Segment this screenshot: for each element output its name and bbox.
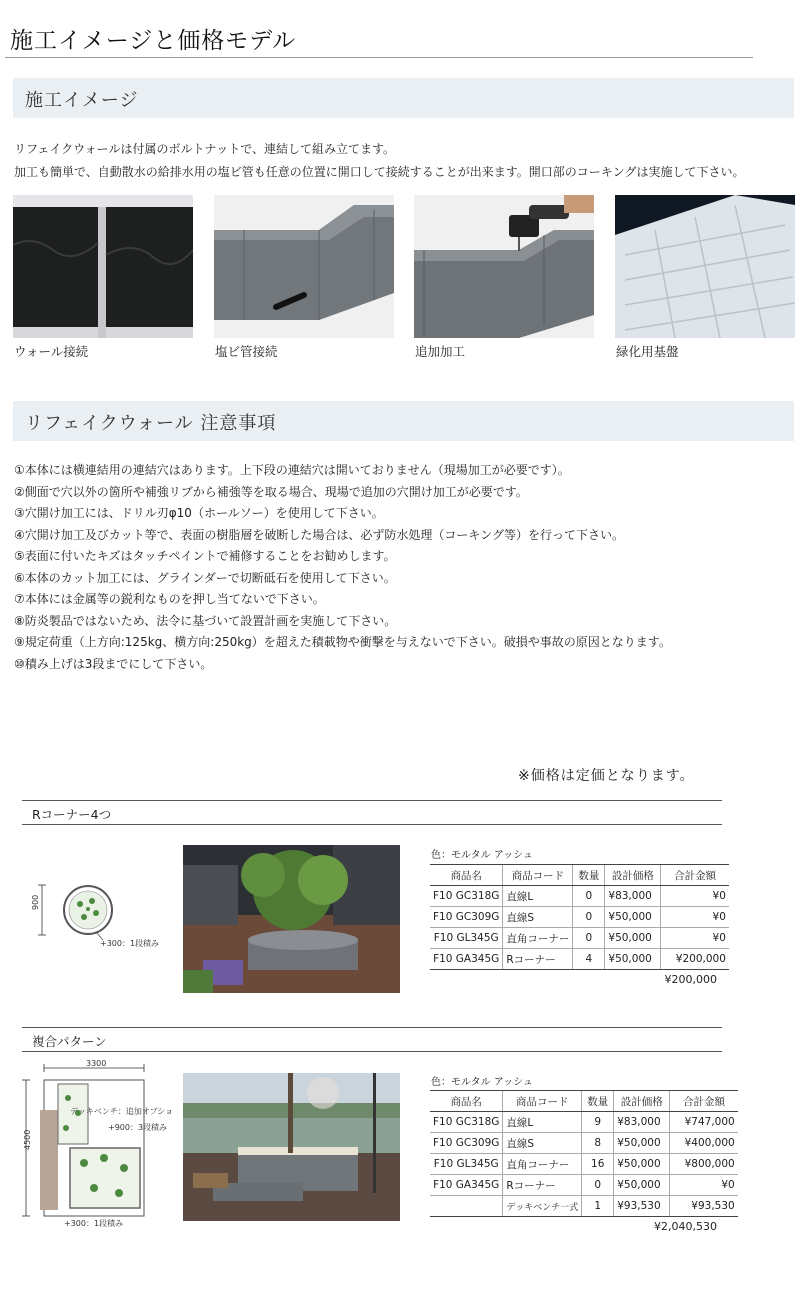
photo-caption-3: 追加加工 xyxy=(415,344,466,359)
header-code: 商品コード xyxy=(503,865,573,886)
caution-item-4: ④穴開け加工及びカット等で、表面の樹脂層を破断した場合は、必ず防水処理（コーキング等）を行って下さい。 xyxy=(14,527,625,542)
caution-item-2: ②側面で穴以外の箇所や補強リブから補強等を取る場合、現場で追加の穴開け加工が必要です。 xyxy=(14,484,528,499)
table-row xyxy=(430,907,729,928)
caution-item-9: ⑨規定荷重（上方向:125kg、横方向:250kg）を超えた積載物や衝撃を与えないで下さい。破損や事故の原因となります。 xyxy=(14,635,671,649)
pattern2-top-rule xyxy=(22,1027,722,1028)
pattern2-photo xyxy=(183,1073,400,1221)
cell-code: 直線L xyxy=(503,886,573,907)
cell-qty: 0 xyxy=(573,928,605,949)
pattern2-color-label: 色：モルタル アッシュ xyxy=(431,1077,533,1088)
header-name: 商品名 xyxy=(430,865,503,886)
pattern2-label-900: +900：3段積み xyxy=(108,1123,168,1132)
cell-code: 直角コーナー xyxy=(503,1154,582,1175)
cell-qty: 0 xyxy=(573,886,605,907)
pattern2-label-bench: デッキベンチ：追加オプション xyxy=(70,1107,174,1116)
cell-code: デッキベンチ一式 xyxy=(503,1196,582,1217)
header-unit-price: 設計価格 xyxy=(605,865,661,886)
price-note: ※価格は定価となります。 xyxy=(518,768,695,784)
caution-item-8: ⑧防炎製品ではないため、法令に基づいて設置計画を実施して下さい。 xyxy=(14,613,397,628)
table-row xyxy=(430,1112,738,1133)
photo-caption-1: ウォール接続 xyxy=(14,344,89,359)
cell-total: ¥400,000 xyxy=(670,1133,738,1154)
header-code: 商品コード xyxy=(503,1091,582,1112)
section-heading-cautions: リフェイクウォール 注意事項 xyxy=(13,401,794,441)
header-name: 商品名 xyxy=(430,1091,503,1112)
table-header-row xyxy=(430,865,729,886)
photo-additional-processing xyxy=(414,195,594,338)
caution-item-7: ⑦本体には金属等の鋭利なものを押し当てないで下さい。 xyxy=(14,592,325,606)
pattern1-plan-diagram xyxy=(28,880,168,959)
cell-name: F10 GC318G xyxy=(430,886,503,907)
cell-unit-price: ¥83,000 xyxy=(614,1112,670,1133)
cell-unit-price: ¥93,530 xyxy=(614,1196,670,1217)
cell-name: F10 GA345G xyxy=(430,1175,503,1196)
cell-total: ¥0 xyxy=(661,907,729,928)
caution-list xyxy=(14,460,671,675)
cell-name: F10 GC318G xyxy=(430,1112,503,1133)
cell-total: ¥0 xyxy=(670,1175,738,1196)
cell-unit-price: ¥50,000 xyxy=(605,949,661,970)
caution-item-6: ⑥本体のカット加工には、グラインダーで切断砥石を使用して下さい。 xyxy=(14,570,396,585)
table-row xyxy=(430,1133,738,1154)
cell-total: ¥0 xyxy=(661,886,729,907)
photo-caption-4: 緑化用基盤 xyxy=(616,344,679,359)
cell-total: ¥747,000 xyxy=(670,1112,738,1133)
pattern2-label-300: +300：1段積み xyxy=(64,1219,124,1228)
cell-total: ¥800,000 xyxy=(670,1154,738,1175)
cell-name: F10 GA345G xyxy=(430,949,503,970)
table-row xyxy=(430,1196,738,1217)
table-row xyxy=(430,1175,738,1196)
pattern1-grand-total: ¥200,000 xyxy=(664,973,717,986)
caution-item-3: ③穴開け加工には、ドリル刃φ10（ホールソー）を使用して下さい。 xyxy=(14,506,384,520)
table-row xyxy=(430,949,729,970)
cell-qty: 0 xyxy=(573,907,605,928)
pattern2-price-table xyxy=(430,1090,738,1217)
page-title: 施工イメージと価格モデル xyxy=(10,28,297,54)
pattern2-title: 複合パターン xyxy=(32,1034,107,1049)
intro-line-2: 加工も簡単で、自動散水の給排水用の塩ビ管も任意の位置に開口して接続することが出来ます。開口部のコーキングは実施して下さい。 xyxy=(14,165,745,179)
cell-qty: 4 xyxy=(573,949,605,970)
cell-total: ¥93,530 xyxy=(670,1196,738,1217)
header-total: 合計金額 xyxy=(670,1091,738,1112)
cell-unit-price: ¥50,000 xyxy=(605,907,661,928)
table-header-row xyxy=(430,1091,738,1112)
intro-line-1: リフェイクウォールは付属のボルトナットで、連結して組み立てます。 xyxy=(14,142,396,156)
pattern1-title: Rコーナー4つ xyxy=(32,807,112,822)
table-row xyxy=(430,928,729,949)
cell-qty: 8 xyxy=(582,1133,614,1154)
table-row xyxy=(430,1154,738,1175)
pattern1-dim-height: 900 xyxy=(31,894,40,910)
cell-code: Rコーナー xyxy=(503,949,573,970)
photo-caption-2: 塩ビ管接続 xyxy=(215,344,278,359)
title-divider xyxy=(5,57,753,58)
cell-code: 直角コーナー xyxy=(503,928,573,949)
cell-name: F10 GL345G xyxy=(430,1154,503,1175)
pattern2-bottom-rule xyxy=(22,1051,722,1052)
cell-code: 直線S xyxy=(503,1133,582,1154)
cell-unit-price: ¥50,000 xyxy=(614,1175,670,1196)
header-qty: 数量 xyxy=(573,865,605,886)
pattern2-dim-height: 4500 xyxy=(23,1129,32,1150)
cell-qty: 0 xyxy=(582,1175,614,1196)
cell-total: ¥200,000 xyxy=(661,949,729,970)
pattern1-photo xyxy=(183,845,400,993)
cell-name xyxy=(430,1196,503,1217)
cell-code: 直線S xyxy=(503,907,573,928)
header-unit-price: 設計価格 xyxy=(614,1091,670,1112)
cell-qty: 9 xyxy=(582,1112,614,1133)
cell-code: Rコーナー xyxy=(503,1175,582,1196)
caution-item-1: ①本体には横連結用の連結穴はあります。上下段の連結穴は開いておりません（現場加工が必要です）。 xyxy=(14,463,570,477)
pattern2-dim-width: 3300 xyxy=(86,1059,107,1068)
header-qty: 数量 xyxy=(582,1091,614,1112)
section-heading-construction: 施工イメージ xyxy=(13,78,794,118)
header-total: 合計金額 xyxy=(661,865,729,886)
photo-greening-base xyxy=(615,195,795,338)
cell-code: 直線L xyxy=(503,1112,582,1133)
pattern1-price-table xyxy=(430,864,729,970)
cell-total: ¥0 xyxy=(661,928,729,949)
cell-unit-price: ¥83,000 xyxy=(605,886,661,907)
cell-unit-price: ¥50,000 xyxy=(614,1154,670,1175)
cell-unit-price: ¥50,000 xyxy=(614,1133,670,1154)
pattern1-top-rule xyxy=(22,800,722,801)
cell-unit-price: ¥50,000 xyxy=(605,928,661,949)
table-row xyxy=(430,886,729,907)
cell-name: F10 GC309G xyxy=(430,907,503,928)
cell-qty: 1 xyxy=(582,1196,614,1217)
pattern1-dim-note: +300：1段積み xyxy=(100,939,160,948)
pattern2-plan-diagram xyxy=(14,1058,174,1237)
cell-qty: 16 xyxy=(582,1154,614,1175)
caution-item-5: ⑤表面に付いたキズはタッチペイントで補修することをお勧めします。 xyxy=(14,549,396,563)
cell-name: F10 GC309G xyxy=(430,1133,503,1154)
caution-item-10: ⑩積み上げは3段までにして下さい。 xyxy=(14,656,213,671)
intro-text xyxy=(14,138,744,184)
pattern1-bottom-rule xyxy=(22,824,722,825)
cell-name: F10 GL345G xyxy=(430,928,503,949)
pattern1-color-label: 色：モルタル アッシュ xyxy=(431,850,533,861)
pattern2-grand-total: ¥2,040,530 xyxy=(654,1220,717,1233)
photo-wall-connection xyxy=(13,195,193,338)
photo-pvc-connection xyxy=(214,195,394,338)
